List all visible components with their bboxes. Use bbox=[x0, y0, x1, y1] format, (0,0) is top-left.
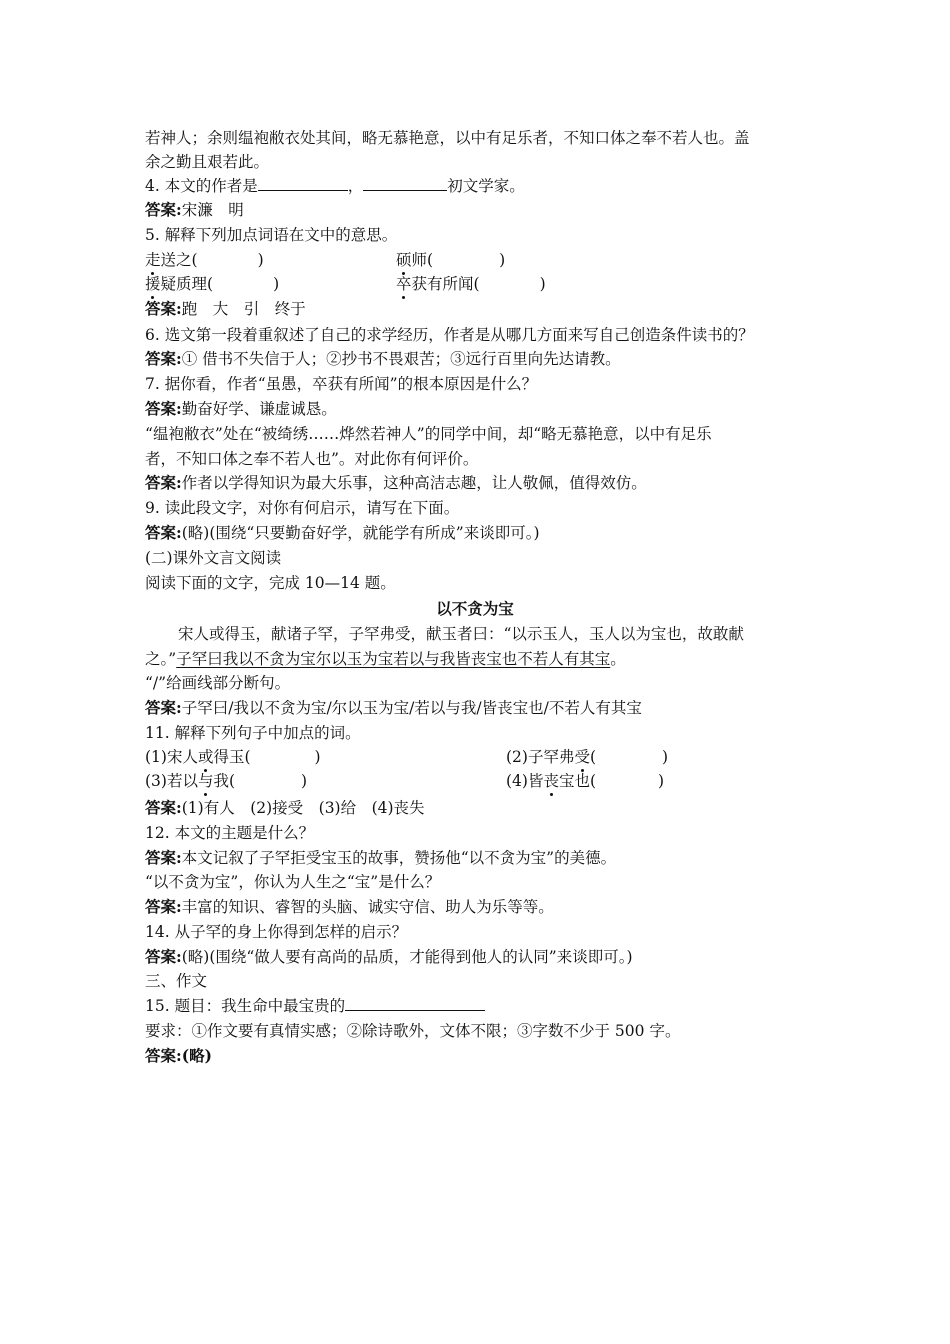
question-10: “/”给画线部分断句。 bbox=[145, 674, 291, 692]
answer-15: 答案:(略) bbox=[145, 1046, 212, 1065]
question-11-item-1: (1)宋人或得玉( ) bbox=[145, 748, 321, 766]
question-8: “缊袍敝衣”处在“被绮绣……烨然若神人”的同学中间，却“略无慕艳意，以中有足乐 bbox=[145, 425, 712, 443]
question-5-item-2: 硕师( ) bbox=[396, 251, 506, 269]
answer-11: 答案:(1)有人 (2)接受 (3)给 (4)丧失 bbox=[145, 798, 425, 817]
passage-line: 宋人或得玉，献诸子罕，子罕弗受，献玉者曰：“以示玉人，玉人以为宝也，故敢献 bbox=[178, 625, 744, 643]
passage-line: 之。”子罕曰我以不贪为宝尔以玉为宝若以与我皆丧宝也不若人有其宝。 bbox=[145, 650, 626, 668]
question-5-item-1: 走送之( ) bbox=[145, 251, 264, 269]
reading-intro: 阅读下面的文字，完成 10—14 题。 bbox=[145, 574, 396, 592]
question-6: 6. 选文第一段着重叙述了自己的求学经历，作者是从哪几方面来写自己创造条件读书的？ bbox=[145, 326, 754, 344]
passage-line: 余之勤且艰若此。 bbox=[145, 153, 270, 171]
question-11-item-4: (4)皆丧宝也( ) bbox=[506, 772, 665, 790]
question-11-item-2: (2)子罕弗受( ) bbox=[506, 748, 669, 766]
question-14: 14. 从子罕的身上你得到怎样的启示？ bbox=[145, 923, 408, 941]
question-7: 7. 据你看，作者“虽愚，卒获有所闻”的根本原因是什么？ bbox=[145, 375, 538, 393]
section-heading: 三、作文 bbox=[145, 972, 208, 990]
answer-12: 答案:本文记叙了子罕拒受宝玉的故事，赞扬他“以不贪为宝”的美德。 bbox=[145, 848, 617, 867]
answer-13: 答案:丰富的知识、睿智的头脑、诚实守信、助人为乐等等。 bbox=[145, 897, 554, 916]
question-5-item-3: 援疑质理( ) bbox=[145, 275, 280, 293]
answer-7: 答案:勤奋好学、谦虚诚恳。 bbox=[145, 399, 337, 418]
section-heading: (二)课外文言文阅读 bbox=[145, 549, 282, 567]
answer-5: 答案:跑 大 引 终于 bbox=[145, 299, 306, 318]
question-13: “以不贪为宝”，你认为人生之“宝”是什么？ bbox=[145, 873, 441, 891]
answer-blank bbox=[258, 176, 348, 191]
passage-line: 若神人；余则缊袍敝衣处其间，略无慕艳意，以中有足乐者，不知口体之奉不若人也。盖 bbox=[145, 129, 750, 147]
underlined-sentence: 子罕曰我以不贪为宝尔以玉为宝若以与我皆丧宝也不若人有其宝 bbox=[176, 650, 611, 668]
answer-14: 答案:(略)(围绕“做人要有高尚的品质，才能得到他人的认同”来谈即可。) bbox=[145, 947, 633, 966]
passage-title: 以不贪为宝 bbox=[436, 600, 514, 618]
answer-4: 答案:宋濂 明 bbox=[145, 200, 244, 219]
question-11-item-3: (3)若以与我( ) bbox=[145, 772, 308, 790]
question-5: 5. 解释下列加点词语在文中的意思。 bbox=[145, 226, 398, 244]
answer-10: 答案:子罕曰/我以不贪为宝/尔以玉为宝/若以与我/皆丧宝也/不若人有其宝 bbox=[145, 698, 642, 717]
essay-requirements: 要求：①作文要有真情实感；②除诗歌外，文体不限；③字数不少于 500 字。 bbox=[145, 1022, 681, 1040]
answer-blank bbox=[363, 176, 447, 191]
question-5-item-4: 卒获有所闻( ) bbox=[396, 275, 546, 293]
question-11: 11. 解释下列句子中加点的词。 bbox=[145, 724, 361, 742]
answer-6: 答案:① 借书不失信于人；②抄书不畏艰苦；③远行百里向先达请教。 bbox=[145, 349, 621, 368]
question-9: 9. 读此段文字，对你有何启示，请写在下面。 bbox=[145, 499, 460, 517]
question-8-cont: 者，不知口体之奉不若人也”。对此你有何评价。 bbox=[145, 450, 479, 468]
answer-9: 答案:(略)(围绕“只要勤奋好学，就能学有所成”来谈即可。) bbox=[145, 523, 540, 542]
question-15: 15. 题目：我生命中最宝贵的 bbox=[145, 995, 485, 1017]
question-4: 4. 本文的作者是 ， 初文学家。 bbox=[145, 177, 525, 195]
question-12: 12. 本文的主题是什么？ bbox=[145, 824, 315, 842]
answer-8: 答案:作者以学得知识为最大乐事，这种高洁志趣，让人敬佩，值得效仿。 bbox=[145, 473, 647, 492]
answer-blank bbox=[345, 996, 485, 1011]
